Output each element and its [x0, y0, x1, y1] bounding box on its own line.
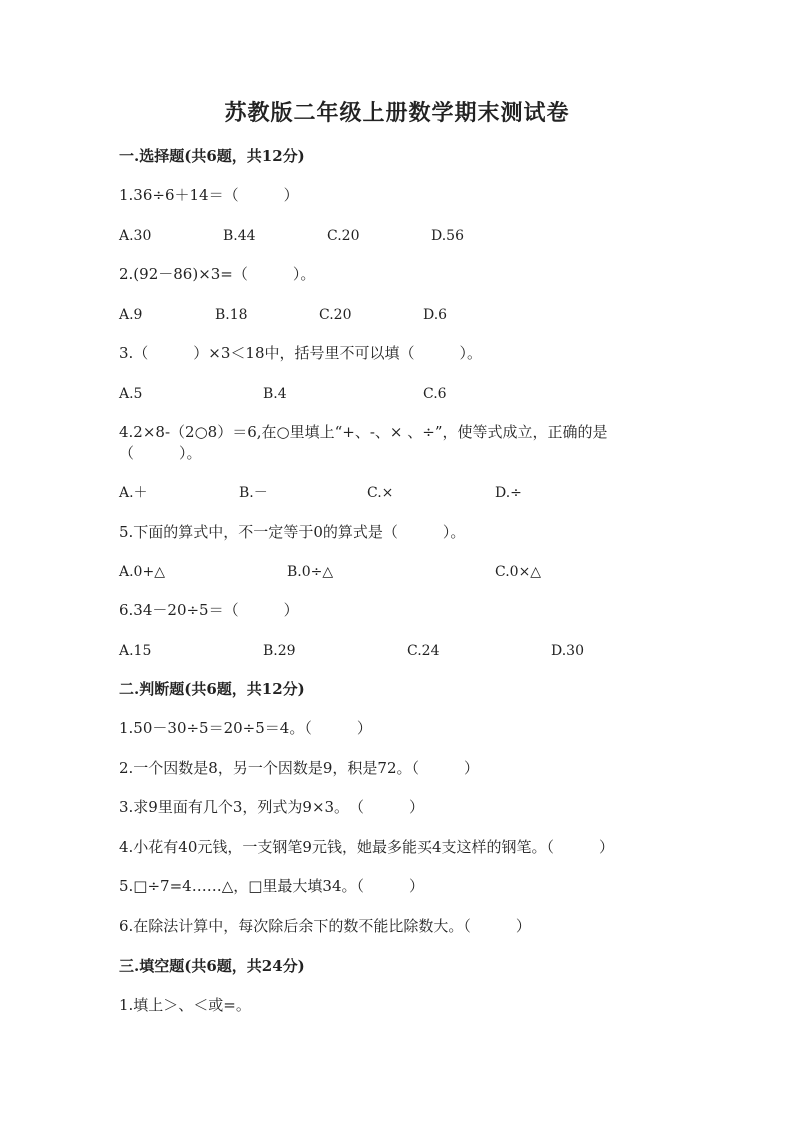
section-heading-judgement: 二.判断题(共6题，共12分) — [119, 680, 305, 698]
option-c: C.20 — [327, 228, 360, 244]
question-judge-6: 6.在除法计算中，每次除后余下的数不能比除数大。（ ） — [119, 917, 531, 935]
option-c: C.× — [367, 485, 394, 501]
question-judge-4: 4.小花有40元钱，一支钢笔9元钱，她最多能买4支这样的钢笔。（ ） — [119, 838, 614, 856]
question-choice-1: 1.36÷6＋14＝（ ） — [119, 186, 299, 204]
option-b: B.－ — [239, 485, 268, 501]
option-b: B.18 — [215, 307, 248, 323]
option-a: A.15 — [119, 643, 152, 659]
section-heading-fill: 三.填空题(共6题，共24分) — [119, 957, 305, 975]
option-d: D.÷ — [495, 485, 522, 501]
section-heading-choice: 一.选择题(共6题，共12分) — [119, 147, 305, 165]
question-choice-6: 6.34－20÷5＝（ ） — [119, 601, 299, 619]
option-b: B.44 — [223, 228, 256, 244]
option-d: D.6 — [423, 307, 448, 323]
question-fill-1: 1.填上＞、＜或=。 — [119, 996, 251, 1014]
option-a: A.＋ — [119, 485, 148, 501]
option-c: C.6 — [423, 386, 447, 402]
question-judge-3: 3.求9里面有几个3，列式为9×3。 （ ） — [119, 798, 425, 816]
question-judge-5: 5.□÷7=4……△，□里最大填34。（ ） — [119, 877, 425, 895]
option-c: C.24 — [407, 643, 440, 659]
option-b: B.29 — [263, 643, 296, 659]
question-choice-2: 2.(92－86)×3=（ ）。 — [119, 265, 316, 283]
option-d: D.30 — [551, 643, 584, 659]
option-a: A.30 — [119, 228, 152, 244]
question-judge-1: 1.50－30÷5＝20÷5＝4。（ ） — [119, 719, 372, 737]
option-c: C.0×△ — [495, 564, 542, 580]
option-b: B.4 — [263, 386, 287, 402]
option-b: B.0÷△ — [287, 564, 334, 580]
question-judge-2: 2.一个因数是8，另一个因数是9，积是72。（ ） — [119, 759, 479, 777]
question-choice-4-cont: （ ）。 — [119, 444, 202, 462]
option-c: C.20 — [319, 307, 352, 323]
option-a: A.0+△ — [119, 564, 165, 580]
question-choice-3: 3.（ ）×3＜18中，括号里不可以填（ ）。 — [119, 344, 483, 362]
question-choice-5: 5.下面的算式中，不一定等于0的算式是（ ）。 — [119, 523, 466, 541]
question-choice-4: 4.2×8-（2○8）＝6,在○里填上“+、-、× 、÷”，使等式成立，正确的是 — [119, 423, 608, 441]
page-title: 苏教版二年级上册数学期末测试卷 — [224, 100, 570, 126]
option-a: A.5 — [119, 386, 143, 402]
option-a: A.9 — [119, 307, 143, 323]
option-d: D.56 — [431, 228, 464, 244]
